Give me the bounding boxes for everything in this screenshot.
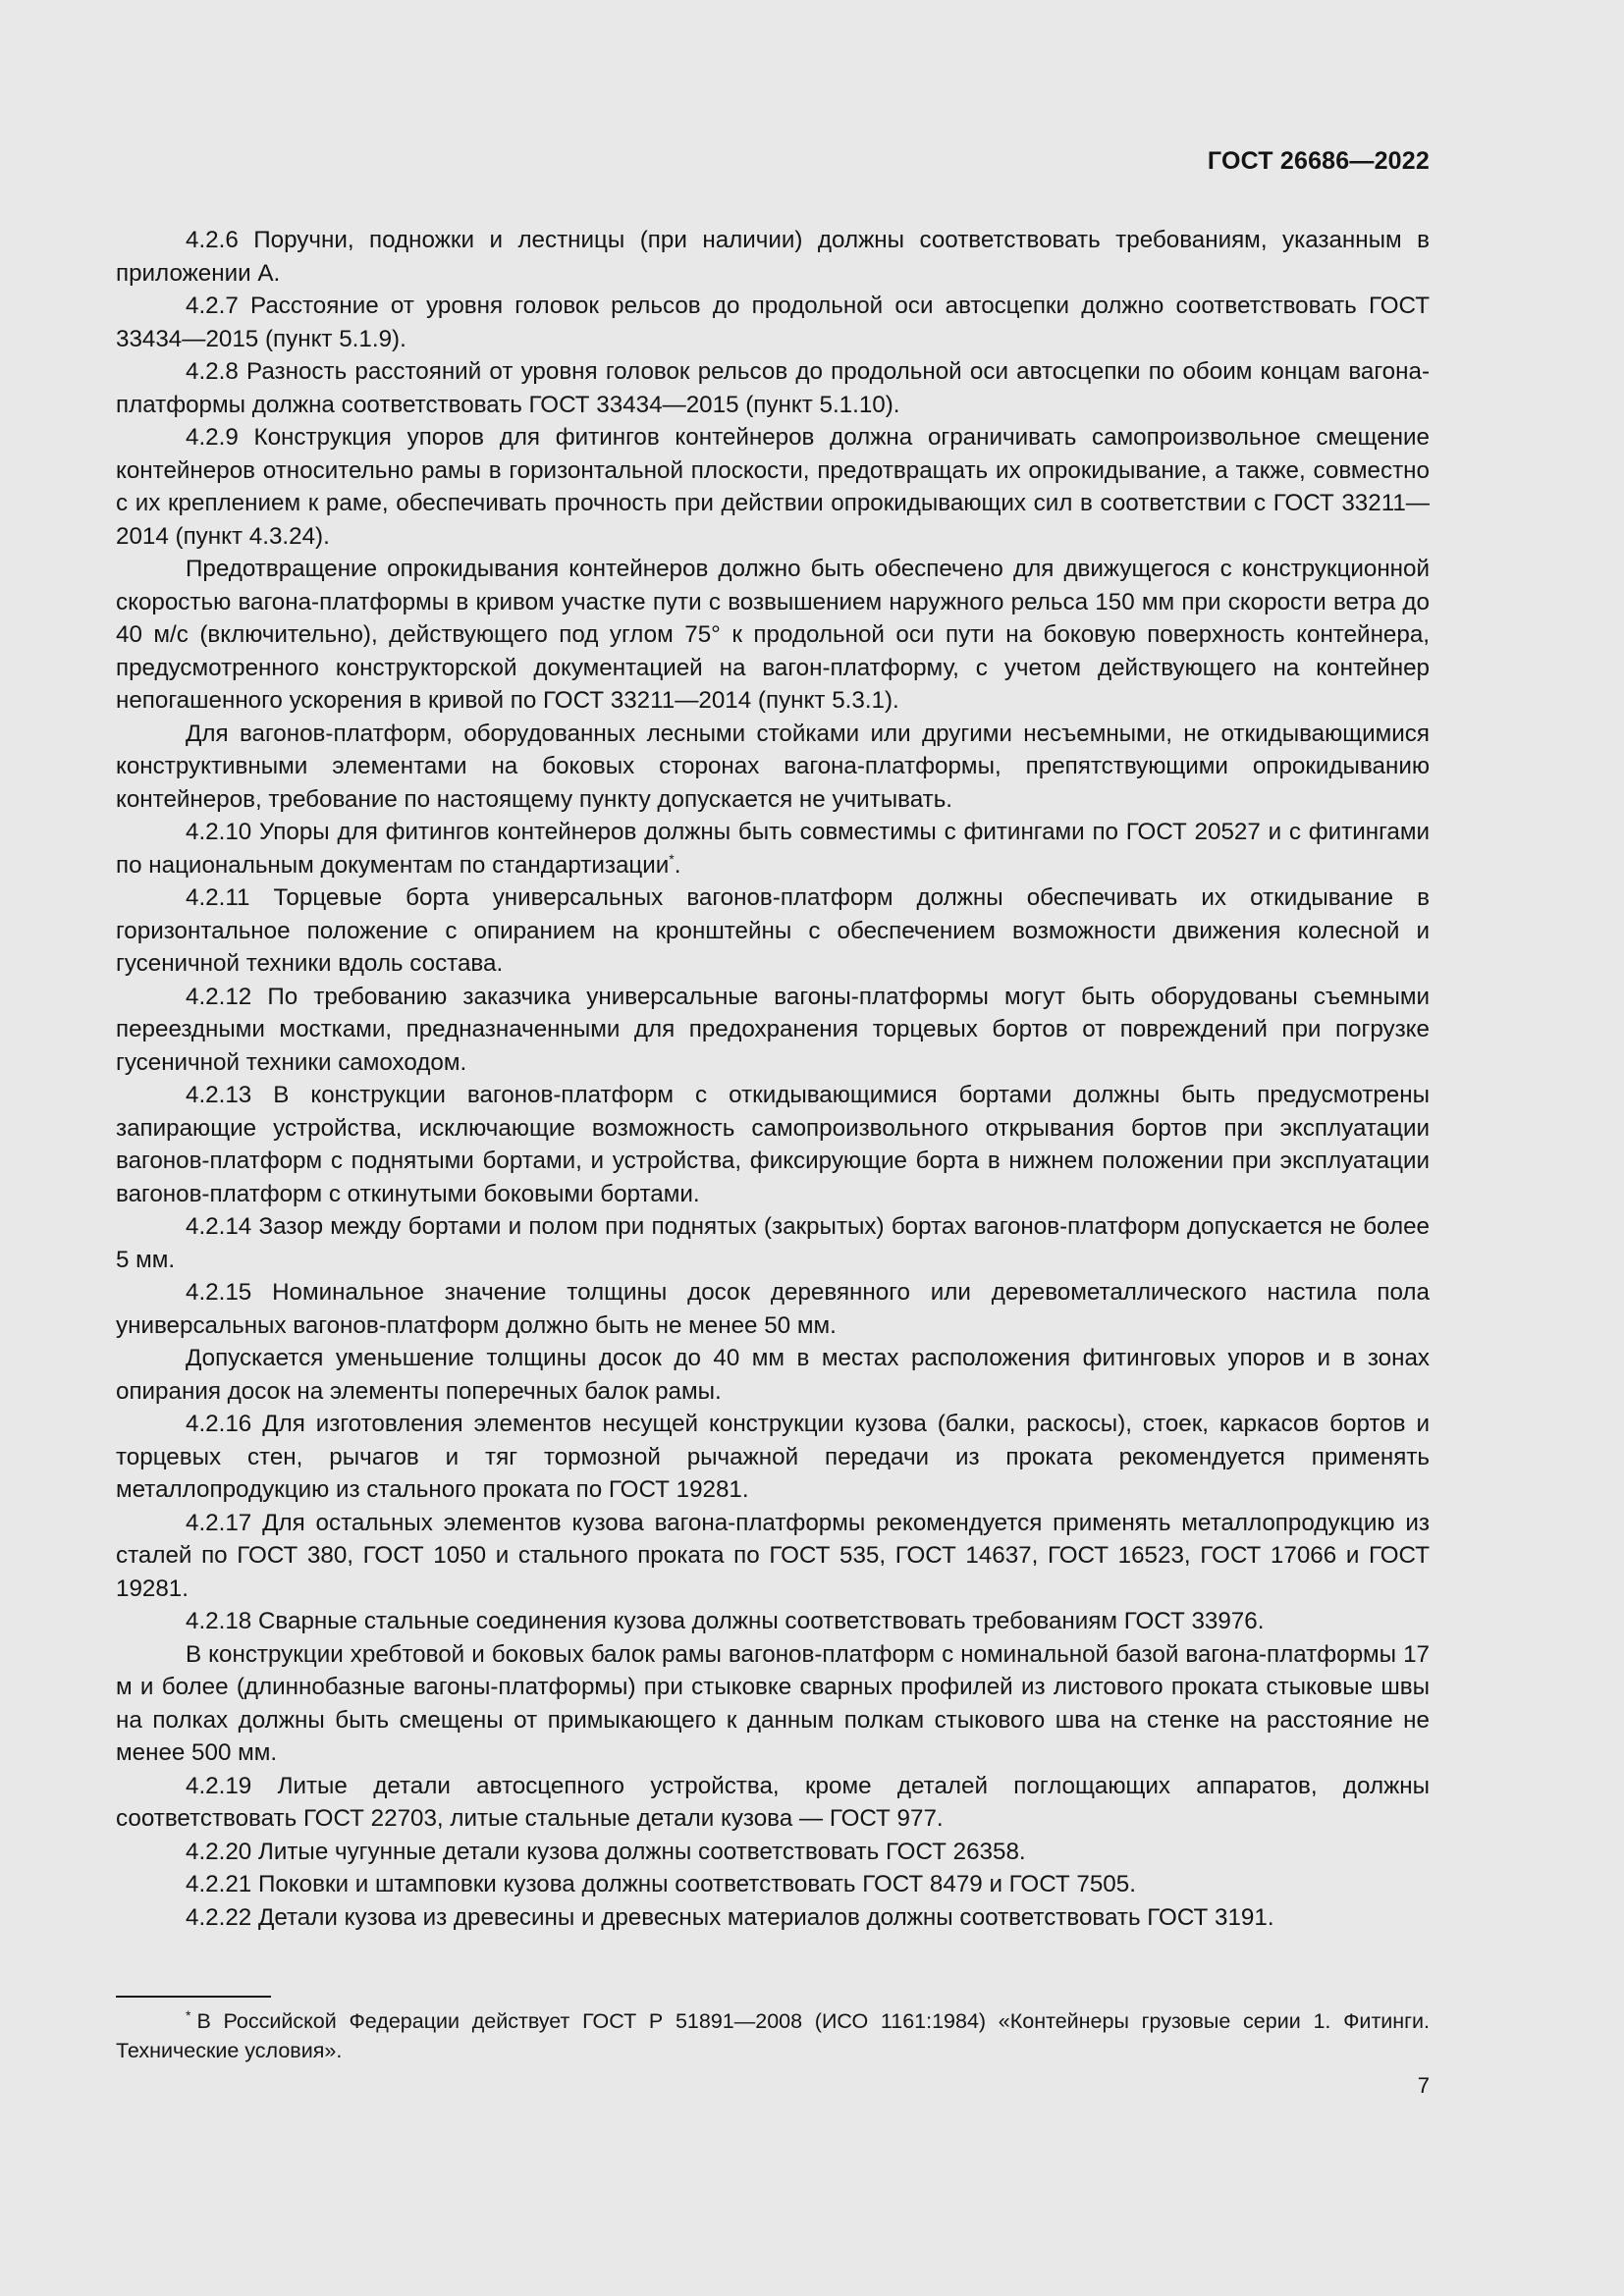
paragraph-4-2-15: 4.2.15 Номинальное значение толщины досок деревянного или деревометаллического настила пола универсальных вагонов-платформ должно быть не менее 50 мм. <box>116 1279 1430 1339</box>
paragraph-4-2-21: 4.2.21 Поковки и штамповки кузова должны соответствовать ГОСТ 8479 и ГОСТ 7505. <box>186 1871 1136 1897</box>
paragraph-4-2-6: 4.2.6 Поручни, подножки и лестницы (при наличии) должны соответствовать требованиям, указанным в приложении А. <box>116 227 1430 287</box>
paragraph-4-2-7: 4.2.7 Расстояние от уровня головок рельсов до продольной оси автосцепки должно соответствовать ГОСТ 33434—2015 (пункт 5.1.9). <box>116 293 1430 352</box>
document-code-header: ГОСТ 26686—2022 <box>1207 147 1430 175</box>
paragraph-4-2-12: 4.2.12 По требованию заказчика универсальные вагоны-платформы могут быть оборудованы съемными переездными мостками, предназначенными для предохранения торцевых бортов от повреждений при погрузке гусеничной техники самоходом. <box>116 983 1430 1076</box>
paragraph-4-2-22: 4.2.22 Детали кузова из древесины и древесных материалов должны соответствовать ГОСТ 3191. <box>186 1903 1274 1931</box>
paragraph-timber-stakes: Для вагонов-платформ, оборудованных лесными стойками или другими несъемными, не откидывающимися конструктивными элементами на боковых сторонах вагона-платформы, препятствующими опрокидыванию контейнеров, требование по настоящему пункту допускается не учитывать. <box>116 720 1430 813</box>
paragraph-4-2-10-text: 4.2.10 Упоры для фитингов контейнеров должны быть совместимы с фитингами по ГОСТ 20527 и с фитингами по национальным документам по стандартизации <box>116 819 1430 879</box>
paragraph-4-2-11: 4.2.11 Торцевые борта универсальных вагонов-платформ должны обеспечивать их откидывание в горизонтальное положение с опиранием на кронштейны с обеспечением возможности движения колесной и гусеничной техники вдоль состава. <box>116 884 1430 977</box>
paragraph-board-thickness: Допускается уменьшение толщины досок до 40 мм в местах расположения фитинговых упоров и в зонах опирания досок на элементы поперечных балок рамы. <box>116 1345 1430 1405</box>
body-text <box>116 224 1430 1934</box>
paragraph-4-2-18: 4.2.18 Сварные стальные соединения кузова должны соответствовать требованиям ГОСТ 33976. <box>186 1608 1265 1634</box>
page-number: 7 <box>1417 2073 1430 2098</box>
paragraph-4-2-9: 4.2.9 Конструкция упоров для фитингов контейнеров должна ограничивать самопроизвольное смещение контейнеров относительно рамы в горизонтальной плоскости, предотвращать их опрокидывание, а также, совместно с их креплением к раме, обеспечивать прочность при действии опрокидывающих сил в соответствии с ГОСТ 33211—2014 (пункт 4.3.24). <box>116 424 1430 550</box>
paragraph-weld-offset: В конструкции хребтовой и боковых балок рамы вагонов-платформ с номинальной базой вагона-платформы 17 м и более (длиннобазные вагоны-платформы) при стыковке сварных профилей из листового проката стыковые швы на полках должны быть смещены от примыкающего к данным полкам стыкового шва на стенке на расстояние не менее 500 мм. <box>116 1640 1430 1766</box>
paragraph-4-2-13: 4.2.13 В конструкции вагонов-платформ с откидывающимися бортами должны быть предусмотрены запирающие устройства, исключающие возможность самопроизвольного открывания бортов при эксплуатации вагонов-платформ с поднятыми бортами, и устройства, фиксирующие борта в нижнем положении при эксплуатации вагонов-платформ с откинутыми боковыми бортами. <box>116 1082 1430 1207</box>
paragraph-4-2-14: 4.2.14 Зазор между бортами и полом при поднятых (закрытых) бортах вагонов-платформ допускается не более 5 мм. <box>116 1213 1430 1273</box>
footnote-marker: * <box>186 2006 191 2023</box>
paragraph-4-2-20: 4.2.20 Литые чугунные детали кузова должны соответствовать ГОСТ 26358. <box>186 1838 1026 1865</box>
paragraph-4-2-8: 4.2.8 Разность расстояний от уровня головок рельсов до продольной оси автосцепки по обоим концам вагона-платформы должна соответствовать ГОСТ 33434—2015 (пункт 5.1.10). <box>116 358 1430 418</box>
paragraph-4-2-19: 4.2.19 Литые детали автосцепного устройства, кроме деталей поглощающих аппаратов, должны соответствовать ГОСТ 22703, литые стальные детали кузова — ГОСТ 977. <box>116 1772 1430 1832</box>
footnote-separator <box>116 1996 271 1998</box>
footnote-text: В Российской Федерации действует ГОСТ Р 51891—2008 (ИСО 1161:1984) «Контейнеры грузовые серии 1. Фитинги. Технические условия». <box>116 2009 1430 2062</box>
footnote <box>116 2006 1430 2065</box>
paragraph-4-2-17: 4.2.17 Для остальных элементов кузова вагона-платформы рекомендуется применять металлопродукцию из сталей по ГОСТ 380, ГОСТ 1050 и стального проката по ГОСТ 535, ГОСТ 14637, ГОСТ 16523, ГОСТ 17066 и ГОСТ 19281. <box>116 1509 1430 1602</box>
paragraph-4-2-16: 4.2.16 Для изготовления элементов несущей конструкции кузова (балки, раскосы), стоек, каркасов бортов и торцевых стен, рычагов и тяг тормозной рычажной передачи из проката рекомендуется применять металлопродукцию из стального проката по ГОСТ 19281. <box>116 1411 1430 1503</box>
paragraph-overturn-prevention: Предотвращение опрокидывания контейнеров должно быть обеспечено для движущегося с конструкционной скоростью вагона-платформы в кривом участке пути с возвышением наружного рельса 150 мм при скорости ветра до 40 м/с (включительно), действующего под углом 75° к продольной оси пути на боковую поверхность контейнера, предусмотренного конструкторской документацией на вагон-платформу, с учетом действующего на контейнер непогашенного ускорения в кривой по ГОСТ 33211—2014 (пункт 5.3.1). <box>116 556 1430 714</box>
paragraph-4-2-10 <box>116 816 1430 881</box>
paragraph-4-2-10-end: . <box>674 851 681 879</box>
footnote-reference-mark: * <box>669 850 675 867</box>
